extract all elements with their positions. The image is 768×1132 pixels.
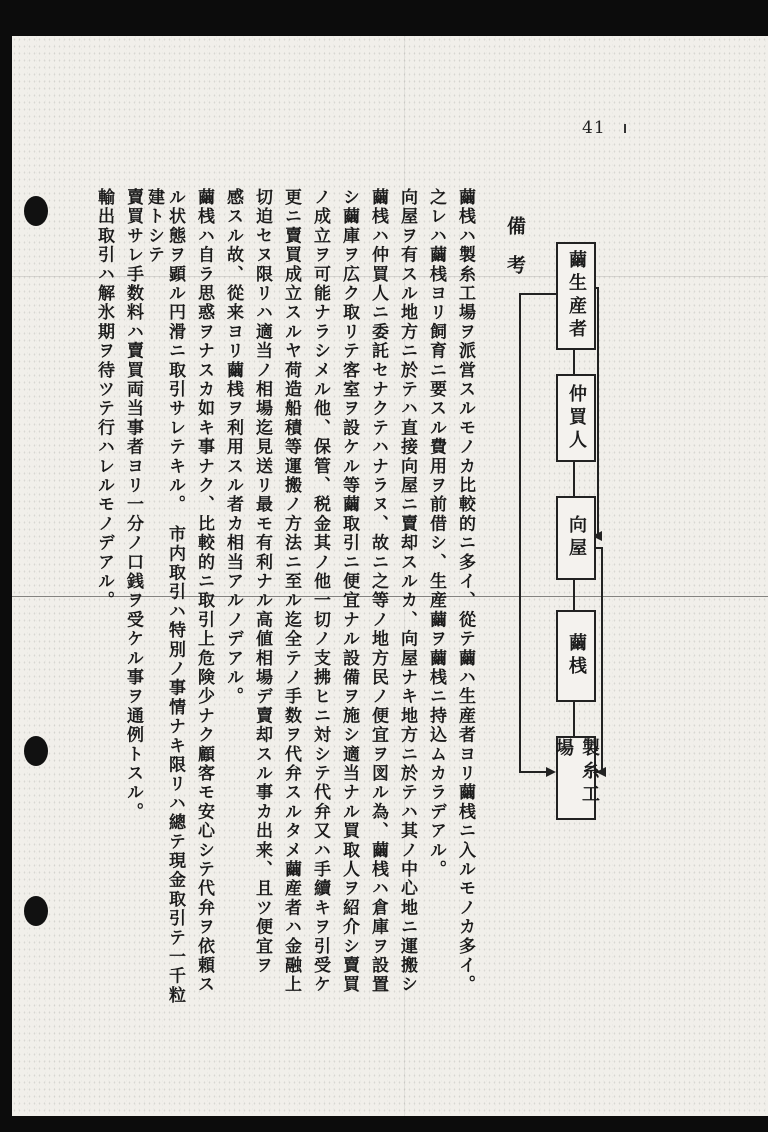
body-column: 感スル故、從来ヨリ繭桟ヲ利用スル者カ相当アルノデアル。 [223, 188, 243, 707]
body-column: 繭桟ハ仲買人ニ委託セナクテハナラヌ、故ニ之等ノ地方民ノ便宜ヲ図ル為、繭桟ハ倉庫ヲ設置 [368, 188, 388, 995]
bypass-line-left [520, 294, 556, 772]
body-column: 向屋ヲ有スル地方ニ於テハ直接向屋ニ賣却スルカ、向屋ナキ地方ニ於テハ其ノ中心地ニ運搬シ [397, 188, 417, 995]
flow-node-label: 繭生産者 [566, 250, 587, 342]
flow-node [556, 242, 596, 350]
document-page [12, 36, 768, 1116]
flow-node-label: 製糸工場 [553, 738, 600, 807]
heading-remarks: 備考 [504, 216, 526, 294]
body-column: 繭桟ハ自ラ思惑ヲナスカ如キ事ナク、比較的ニ取引上危険少ナク顧客モ安心シテ代弁ヲ依頼ス [194, 188, 214, 995]
body-column: 繭桟ハ製糸工場ヲ派営スルモノカ比較的ニ多イ、從テ繭ハ生産者ヨリ繭桟ニ入ルモノカ多イ。 [455, 188, 475, 995]
body-column: 切迫セヌ限リハ適当ノ相場迄見送リ最モ有利ナル高値相場デ賣却スル事カ出来、且ツ便宜ヲ [252, 188, 272, 976]
flow-node [556, 374, 596, 462]
flow-node [556, 496, 596, 580]
body-column: 建トシテ [144, 188, 164, 265]
flow-node-label: 仲買人 [566, 383, 587, 453]
page-number: 41 [582, 118, 606, 138]
body-column: 更ニ賣買成立スルヤ荷造船積等運搬ノ方法ニ至ル迄全テノ手数ヲ代弁スルタメ繭産者ハ金融上 [281, 188, 301, 995]
body-column: ル状態ヲ顕ル円滑ニ取引サレテキル。 市内取引ハ特別ノ事情ナキ限リハ總テ現金取引テ一千粒 [165, 188, 185, 1006]
flow-node-label: 繭桟 [566, 633, 587, 679]
flow-node [556, 610, 596, 702]
body-column: ノ成立ヲ可能ナラシメル他、保管、税金其ノ他一切ノ支拂ヒニ対シテ代弁又ハ手續キヲ引受ケ [310, 188, 330, 995]
flow-node [553, 736, 600, 820]
body-column: シ繭庫ヲ広ク取リテ客室ヲ設ケル等繭取引ニ便宜ナル設備ヲ施シ適当ナル買取人ヲ紹介シ賣買 [339, 188, 359, 995]
flow-chart-connectors [12, 36, 768, 1116]
flow-node-label: 向屋 [566, 515, 587, 561]
body-column: 賣買サレ手数料ハ賣買両当事者ヨリ一分ノ口銭ヲ受ケル事ヲ通例トスル。 [123, 188, 143, 822]
body-column: 之レハ繭桟ヨリ飼育ニ要スル費用ヲ前借シ、生産繭ヲ繭桟ニ持込ムカラデアル。 [426, 188, 446, 880]
body-column: 輸出取引ハ解氷期ヲ待ツテ行ハレルモノデアル。 [94, 188, 114, 611]
